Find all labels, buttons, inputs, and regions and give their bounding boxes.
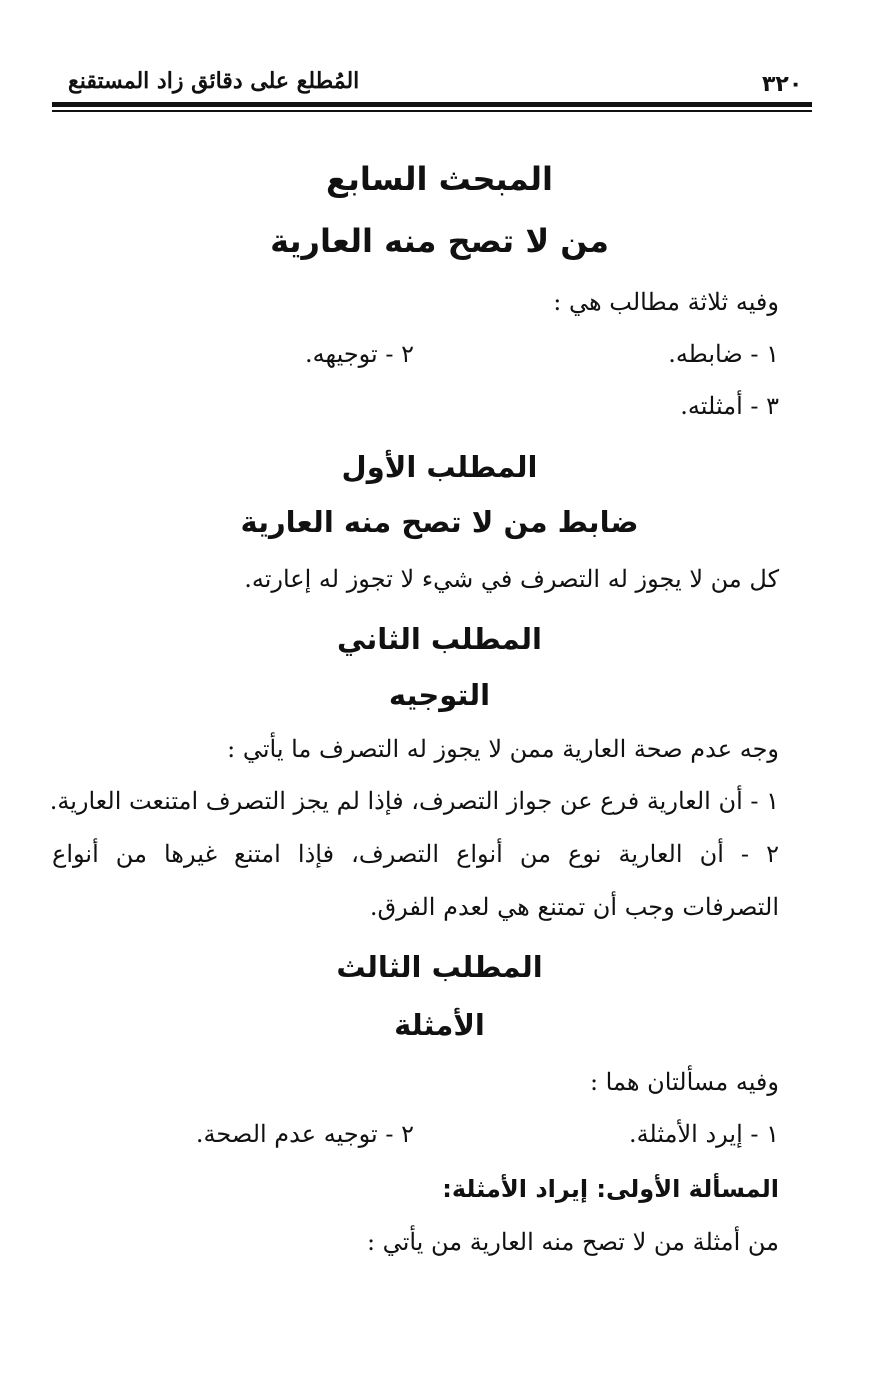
- matlab2-intro: وجه عدم صحة العارية ممن لا يجوز له التصرف ما يأتي :: [227, 735, 779, 763]
- matlab2-subtitle: التوجيه: [388, 678, 491, 712]
- section-item-1: ١ - ضابطه.: [668, 340, 779, 368]
- matlab3-item-1: ١ - إيرد الأمثلة.: [628, 1120, 779, 1148]
- matlab1-title: المطلب الأول: [341, 450, 538, 484]
- page-number: ٣٢٠: [762, 72, 803, 97]
- header-rule-thin: [52, 110, 812, 112]
- section-item-3: ٣ - أمثلته.: [680, 392, 779, 420]
- matlab3-title: المطلب الثالث: [336, 950, 543, 984]
- matlab3-intro: وفيه مسألتان هما :: [589, 1068, 779, 1096]
- matlab2-point1: ١ - أن العارية فرع عن جواز التصرف، فإذا لم يجز التصرف امتنعت العارية.: [49, 787, 779, 815]
- matlab3-subtitle: الأمثلة: [394, 1008, 485, 1042]
- section-intro: وفيه ثلاثة مطالب هي :: [553, 288, 779, 316]
- section-subtitle: من لا تصح منه العارية: [270, 222, 609, 260]
- matlab2-title: المطلب الثاني: [337, 622, 542, 656]
- question1-text: من أمثلة من لا تصح منه العارية من يأتي :: [366, 1228, 779, 1256]
- question1-heading: المسألة الأولى: إيراد الأمثلة:: [442, 1175, 779, 1203]
- section-title: المبحث السابع: [325, 160, 553, 198]
- matlab2-point2-line1: ٢ - أن العارية نوع من أنواع التصرف، فإذا امتنع غيرها من أنواع: [52, 840, 779, 868]
- running-header-title: المُطلع على دقائق زاد المستقنع: [68, 68, 360, 94]
- matlab1-subtitle: ضابط من لا تصح منه العارية: [240, 505, 639, 539]
- header-rule-thick: [52, 102, 812, 107]
- matlab1-text: كل من لا يجوز له التصرف في شيء لا تجوز له إعارته.: [244, 565, 779, 593]
- matlab2-point2-line2: التصرفات وجب أن تمتنع هي لعدم الفرق.: [369, 893, 779, 921]
- section-item-2: ٢ - توجيهه.: [305, 340, 414, 368]
- matlab3-item-2: ٢ - توجيه عدم الصحة.: [195, 1120, 414, 1148]
